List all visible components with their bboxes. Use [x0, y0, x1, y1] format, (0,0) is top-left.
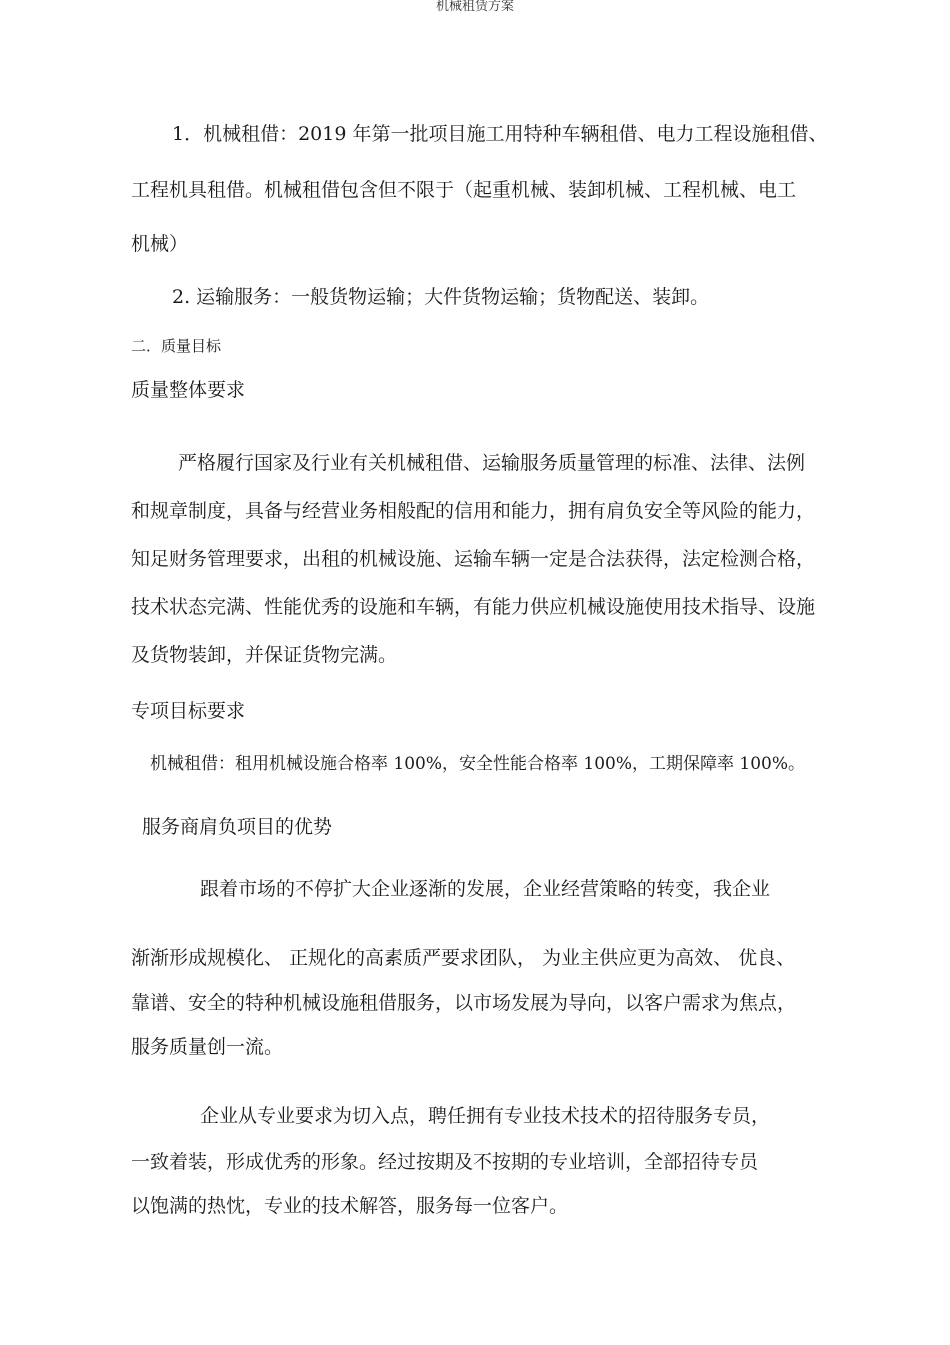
quality-heading: 二．质量目标 — [131, 337, 222, 355]
item1-line2: 工程机具租借。机械租借包含但不限于（起重机械、装卸机械、工程机械、电工 — [131, 179, 797, 201]
special-line: 机械租借：租用机械设施合格率 100%，安全性能合格率 100%，工期保障率 100%。 — [150, 754, 806, 774]
para2-line-1: 企业从专业要求为切入点，聘任拥有专业技术技术的招待服务专员， — [200, 1105, 771, 1127]
overall-line-2: 和规章制度，具备与经营业务相般配的信用和能力，拥有肩负安全等风险的能力， — [131, 500, 816, 522]
overall-line-3: 知足财务管理要求，出租的机械设施、运输车辆一定是合法获得，法定检测合格， — [131, 548, 816, 570]
overall-line-1: 严格履行国家及行业有关机械租借、运输服务质量管理的标准、法律、法例 — [178, 452, 806, 474]
special-title: 专项目标要求 — [131, 700, 246, 722]
page-header-title: 机械租赁方案 — [435, 0, 514, 14]
item1-line3: 机械） — [131, 233, 189, 255]
para1-line-3: 靠谱、安全的特种机械设施租借服务，以市场发展为导向，以客户需求为焦点， — [131, 992, 797, 1014]
overall-title: 质量整体要求 — [131, 379, 246, 401]
item2: 2. 运输服务：一般货物运输；大件货物运输；货物配送、装卸。 — [172, 286, 710, 308]
overall-line-4: 技术状态完满、性能优秀的设施和车辆，有能力供应机械设施使用技术指导、设施 — [131, 596, 816, 618]
overall-line-5: 及货物装卸，并保证货物完满。 — [131, 644, 398, 666]
para1-line-2: 渐渐形成规模化、 正规化的高素质严要求团队， 为业主供应更为高效、 优良、 — [131, 947, 796, 969]
para2-line-2: 一致着装，形成优秀的形象。经过按期及不按期的专业培训，全部招待专员 — [131, 1151, 759, 1173]
para2-line-3: 以饱满的热忱，专业的技术解答，服务每一位客户。 — [131, 1195, 569, 1217]
item1-line1: 1．机械租借：2019 年第一批项目施工用特种车辆租借、电力工程设施租借、 — [172, 123, 828, 145]
para1-line-4: 服务质量创一流。 — [131, 1036, 284, 1058]
para1-line-1: 跟着市场的不停扩大企业逐渐的发展，企业经营策略的转变，我企业 — [200, 878, 771, 900]
advantages-title: 服务商肩负项目的优势 — [142, 816, 333, 838]
